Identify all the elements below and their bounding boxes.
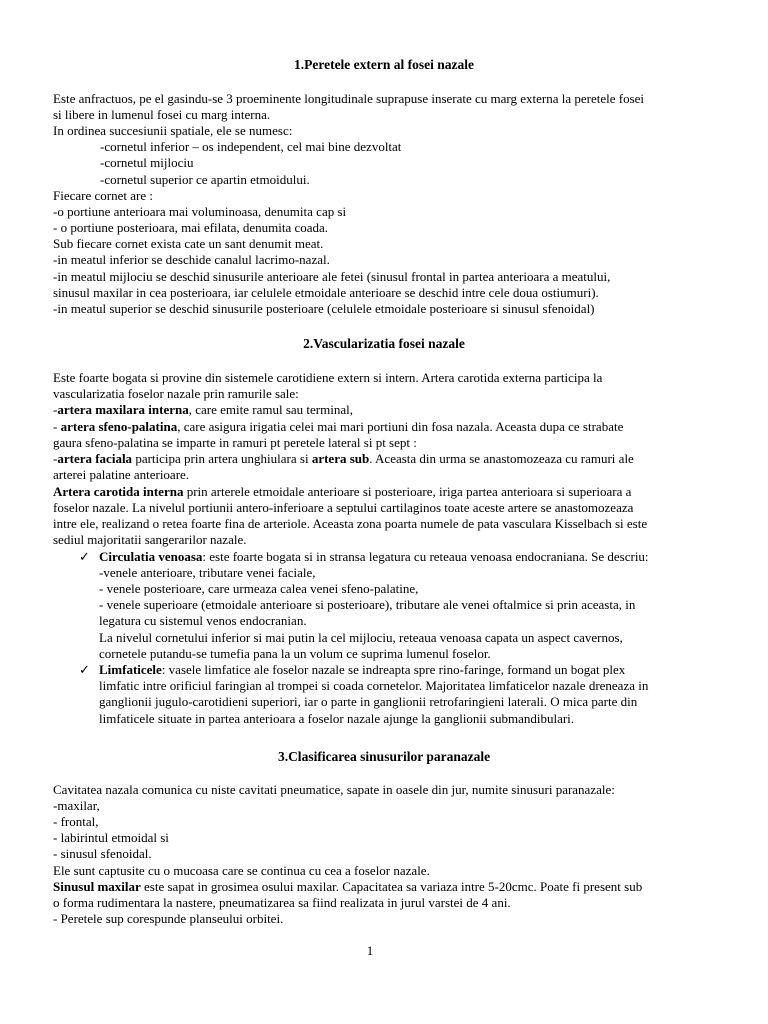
paragraph-line: Este foarte bogata si provine din sistemele carotidiene extern si intern. Artera carotida externa participa la	[53, 370, 603, 385]
paragraph-line: -o portiune anterioara mai voluminoasa, denumita cap si	[53, 204, 347, 219]
section-1-heading: 1.Peretele extern al fosei nazale	[293, 57, 475, 72]
bullet-item: Limfaticele: vasele limfatice ale foselor nazale se indreapta spre rino-faringe, formand un bogat plex	[99, 662, 626, 677]
paragraph-line: -in meatul inferior se deschide canalul lacrimo-nazal.	[53, 252, 330, 267]
list-item: -cornetul inferior – os independent, cel mai bine dezvoltat	[100, 139, 402, 154]
paragraph-line: Cavitatea nazala comunica cu niste cavitati pneumatice, sapate in oasele din jur, numite sinusuri paranazale:	[53, 782, 615, 797]
section-3-heading: 3.Clasificarea sinusurilor paranazale	[277, 749, 491, 764]
list-item: - labirintul etmoidal si	[53, 830, 169, 845]
paragraph-line: -venele anterioare, tributare venei faciale,	[99, 565, 316, 580]
paragraph-line: foselor nazale. La nivelul portiunii antero-inferioare a septului cartilaginos toate aceste artere se anastomozeaza	[53, 500, 634, 515]
paragraph-line: Artera carotida interna prin arterele etmoidale anterioare si posterioare, iriga partea anterioara si superioara a	[53, 484, 632, 499]
list-item: - frontal,	[53, 814, 99, 829]
bullet-item: Circulatia venoasa: este foarte bogata si in stransa legatura cu reteaua venoasa endocraniana. Se descriu:	[99, 549, 649, 564]
paragraph-line: Ele sunt captusite cu o mucoasa care se continua cu cea a foselor nazale.	[53, 863, 430, 878]
paragraph-line: La nivelul cornetului inferior si mai putin la cel mijlociu, reteaua venoasa capata un aspect cavernos,	[99, 630, 623, 645]
paragraph-line: arterei palatine anterioare.	[53, 467, 190, 482]
paragraph-line: cornetele putandu-se tumefia pana la un volum ce suprima lumenul foselor.	[99, 646, 491, 661]
list-item: -maxilar,	[53, 798, 100, 813]
paragraph-line: gaura sfeno-palatina se imparte in ramuri pt peretele lateral si pt sept :	[53, 435, 417, 450]
paragraph-line: - artera sfeno-palatina, care asigura irigatia celei mai mari portiuni din fosa nazala. Aceasta dupa ce strabate	[53, 419, 624, 434]
paragraph-line: limfaticele situate in partea anterioara a foselor nazale ajunge la ganglionii submandibulari.	[99, 711, 575, 726]
paragraph-line: - venele superioare (etmoidale anterioare si posterioare), tributare ale venei oftalmice si prin aceasta, in	[99, 597, 636, 612]
paragraph-line: sinusul maxilar in cea posterioara, iar celulele etmoidale anterioare se deschid intre cele doua ostiumuri).	[53, 285, 599, 300]
paragraph-line: Sinusul maxilar este sapat in grosimea osului maxilar. Capacitatea sa variaza intre 5-20cmc. Poate fi present sub	[53, 879, 643, 894]
paragraph-line: - o portiune posterioara, mai efilata, denumita coada.	[53, 220, 329, 235]
list-item: -cornetul superior ce apartin etmoidului.	[100, 172, 310, 187]
paragraph-line: -artera maxilara interna, care emite ramul sau terminal,	[53, 402, 353, 417]
paragraph-line: Fiecare cornet are :	[53, 188, 153, 203]
paragraph-line: limfatic intre orificiul faringian al trompei si coada cornetelor. Majoritatea limfaticelor nazale dreneaza in	[99, 678, 649, 693]
list-item: - sinusul sfenoidal.	[53, 846, 152, 861]
paragraph-line: - Peretele sup corespunde planseului orbitei.	[53, 911, 284, 926]
paragraph-line: intre ele, realizand o retea foarte fina de arteriole. Aceasta zona poarta numele de pata vasculara Kisselbach si este	[53, 516, 648, 531]
paragraph-line: si libere in lumenul fosei cu marg interna.	[53, 107, 271, 122]
page-number: 1	[366, 943, 374, 958]
paragraph-line: sediul majoritatii sangerarilor nazale.	[53, 532, 247, 547]
paragraph-line: Sub fiecare cornet exista cate un sant denumit meat.	[53, 236, 324, 251]
paragraph-line: legatura cu sistemul venos endocranian.	[99, 613, 307, 628]
paragraph-line: vascularizatia foselor nazale prin ramurile sale:	[53, 386, 299, 401]
list-item: -cornetul mijlociu	[100, 155, 194, 170]
paragraph-line: In ordinea succesiunii spatiale, ele se numesc:	[53, 123, 293, 138]
paragraph-line: Este anfractuos, pe el gasindu-se 3 proeminente longitudinale suprapuse inserate cu marg externa la peretele fosei	[53, 91, 645, 106]
checkmark-icon: ✓	[79, 549, 90, 564]
checkmark-icon: ✓	[79, 662, 90, 677]
paragraph-line: o forma rudimentara la nastere, pneumatizarea sa fiind realizata in jurul varstei de 4 ani.	[53, 895, 511, 910]
paragraph-line: - venele posterioare, care urmeaza calea venei sfeno-palatine,	[99, 581, 419, 596]
paragraph-line: -in meatul superior se deschid sinusurile posterioare (celulele etmoidale posterioare si sinusul sfenoidal)	[53, 301, 595, 316]
paragraph-line: -in meatul mijlociu se deschid sinusurile anterioare ale fetei (sinusul frontal in partea anterioara a meatului,	[53, 269, 611, 284]
paragraph-line: ganglionii jugulo-carotidieni superiori, iar o parte in ganglionii retrofaringieni laterali. O mica parte din	[99, 694, 638, 709]
paragraph-line: -artera faciala participa prin artera unghiulara si artera sub. Aceasta din urma se anastomozeaza cu ramuri ale	[53, 451, 634, 466]
section-2-heading: 2.Vascularizatia fosei nazale	[303, 336, 465, 351]
